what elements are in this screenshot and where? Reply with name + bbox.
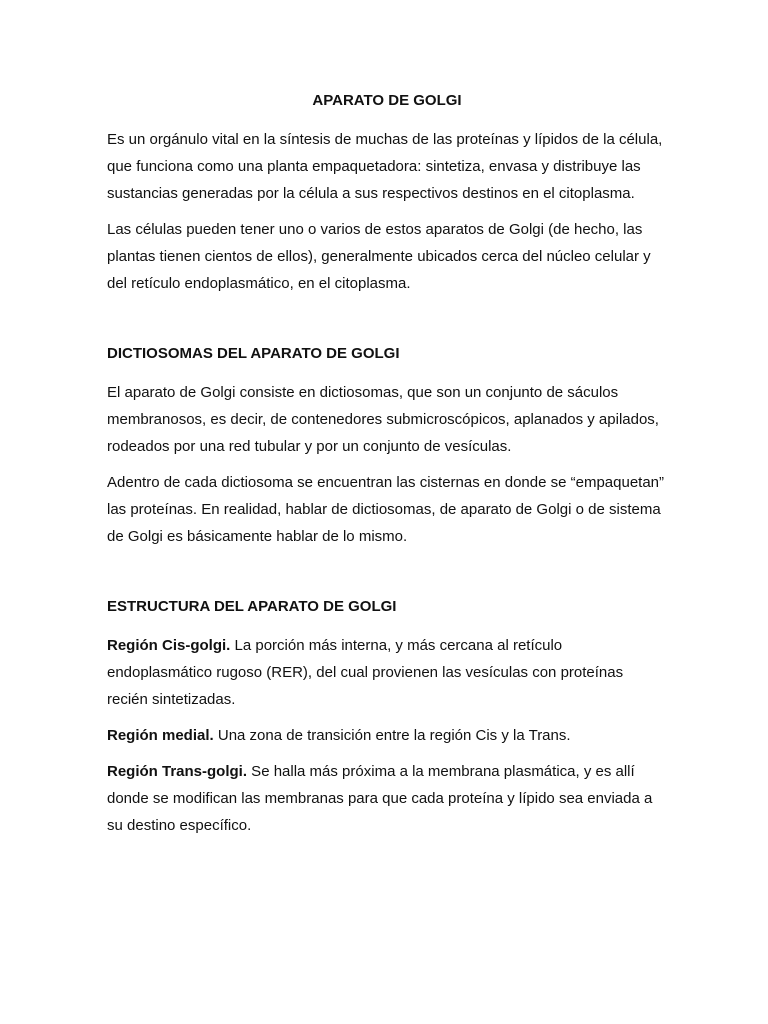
- section-heading-estructura: ESTRUCTURA DEL APARATO DE GOLGI: [107, 598, 397, 615]
- region-cis-paragraph: [107, 632, 667, 713]
- intro-paragraph-2: Las células pueden tener uno o varios de estos aparatos de Golgi (de hecho, las plantas tienen cientos de ellos), generalmente ubicados cerca del núcleo celular y del retículo endoplasmático, en el citoplasma.: [107, 221, 651, 292]
- intro-paragraph-1: Es un orgánulo vital en la síntesis de muchas de las proteínas y lípidos de la célula, que funciona como una planta empaquetadora: sintetiza, envasa y distribuye las sustancias generadas por la célula a sus respectivos destinos en el citoplasma.: [107, 131, 663, 202]
- region-trans-text: Se halla más próxima a la membrana plasmática, y es allí donde se modifican las membranas para que cada proteína y lípido sea enviada a su destino específico.: [107, 763, 653, 834]
- document-title: APARATO DE GOLGI: [312, 92, 462, 109]
- region-medial-label: Región medial.: [107, 727, 214, 744]
- dictiosomas-paragraph-1: El aparato de Golgi consiste en dictiosomas, que son un conjunto de sáculos membranosos, es decir, de contenedores submicroscópicos, aplanados y apilados, rodeados por una red tubular y por un conjunto de vesículas.: [107, 384, 659, 455]
- region-cis-label: Región Cis-golgi.: [107, 637, 231, 654]
- region-trans-label: Región Trans-golgi.: [107, 763, 248, 780]
- region-medial-text: Una zona de transición entre la región Cis y la Trans.: [213, 727, 571, 744]
- section-spacer: [107, 306, 667, 344]
- region-medial-paragraph: [107, 722, 667, 749]
- section-heading-dictiosomas: DICTIOSOMAS DEL APARATO DE GOLGI: [107, 345, 400, 362]
- document-content: [107, 91, 667, 848]
- section-spacer: [107, 559, 667, 597]
- region-cis-text: La porción más interna, y más cercana al retículo endoplasmático rugoso (RER), del cual provienen las vesículas con proteínas recién sintetizadas.: [107, 637, 624, 708]
- dictiosomas-paragraph-2: Adentro de cada dictiosoma se encuentran las cisternas en donde se “empaquetan” las proteínas. En realidad, hablar de dictiosomas, de aparato de Golgi o de sistema de Golgi es básicamente hablar de lo mismo.: [107, 474, 665, 545]
- region-trans-paragraph: [107, 758, 667, 839]
